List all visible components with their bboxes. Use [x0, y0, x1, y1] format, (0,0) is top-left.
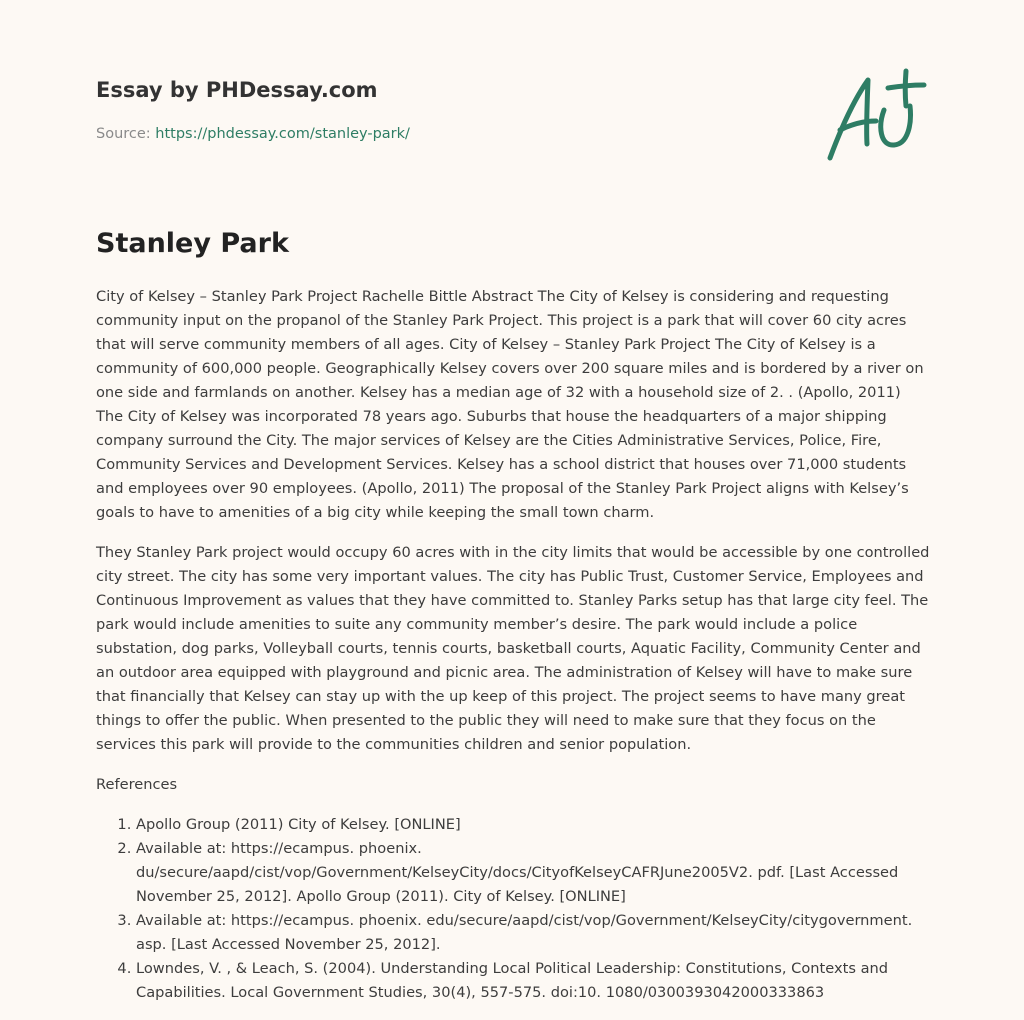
- essay-title: Stanley Park: [96, 228, 289, 259]
- reference-item: 3. Available at: https://ecampus. phoenix. edu/secure/aapd/cist/vop/Government/KelseyCity/citygovernment. asp. [Last Accessed November 25, 2012].: [136, 909, 930, 957]
- source-line: [96, 124, 796, 144]
- source-label: Source:: [96, 126, 151, 142]
- paragraph: They Stanley Park project would occupy 60 acres with in the city limits that would be accessible by one controlled city street. The city has some very important values. The city has Public Trust, Customer Service, Employees and Continuous Improvement as values that they have committed to. Stanley Parks setup has that large city feel. The park would include amenities to suite any community member’s desire. The park would include a police substation, dog parks, Volleyball courts, tennis courts, basketball courts, Aquatic Facility, Community Center and an outdoor area equipped with playground and picnic area. The administration of Kelsey will have to make sure that financially that Kelsey can stay up with the up keep of this project. The project seems to have many great things to offer the public. When presented to the public they will need to make sure that they focus on the services this park will provide to the communities children and senior population.: [96, 544, 930, 753]
- reference-item: 1. Apollo Group (2011) City of Kelsey. [ONLINE]: [136, 813, 930, 837]
- page-header: [96, 74, 796, 144]
- reference-item: 2. Available at: https://ecampus. phoenix. du/secure/aapd/cist/vop/Government/KelseyCity/docs/CityofKelseyCAFRJune2005V2. pdf. [Last Accessed November 25, 2012]. Apollo Group (2011). City of Kelsey. [ONLINE]: [136, 837, 930, 909]
- references-heading: References: [96, 776, 178, 793]
- source-link[interactable]: https://phdessay.com/stanley-park/: [155, 126, 410, 142]
- paragraph: City of Kelsey – Stanley Park Project Rachelle Bittle Abstract The City of Kelsey is considering and requesting community input on the propanol of the Stanley Park Project. This project is a park that will cover 60 city acres that will serve community members of all ages. City of Kelsey – Stanley Park Project The City of Kelsey is a community of 600,000 people. Geographically Kelsey covers over 200 square miles and is bordered by a river on one side and farmlands on another. Kelsey has a median age of 32 with a household size of 2. . (Apollo, 2011) The City of Kelsey was incorporated 78 years ago. Suburbs that house the headquarters of a major shipping company surround the City. The major services of Kelsey are the Cities Administrative Services, Police, Fire, Community Services and Development Services. Kelsey has a school district that houses over 71,000 students and employees over 90 employees. (Apollo, 2011) The proposal of the Stanley Park Project aligns with Kelsey’s goals to have to amenities of a big city while keeping the small town charm.: [96, 288, 924, 521]
- brand-title: Essay by PHDessay.com: [96, 78, 378, 102]
- essay-body: [96, 285, 930, 1005]
- a-plus-logo-icon: [820, 66, 930, 166]
- references-list: [96, 813, 930, 1005]
- reference-item: 4. Lowndes, V. , & Leach, S. (2004). Understanding Local Political Leadership: Constitutions, Contexts and Capabilities. Local Government Studies, 30(4), 557-575. doi:10. 1080/0300393042000333863: [136, 957, 930, 1005]
